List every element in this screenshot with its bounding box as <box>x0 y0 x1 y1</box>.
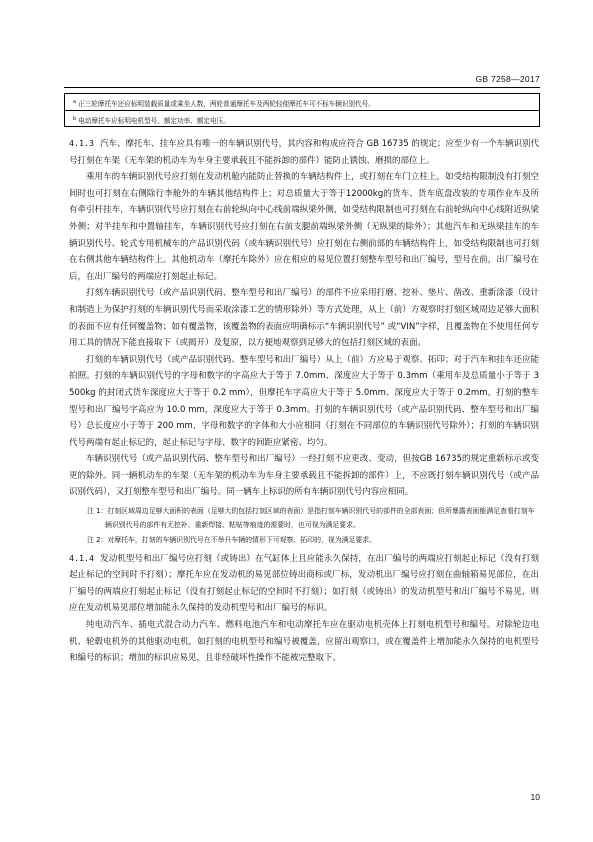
section-4-1-3-intro <box>69 135 539 169</box>
table-row <box>65 110 539 127</box>
table-row <box>65 94 539 110</box>
note-text: 对摩托车，打刻的车辆识别代号在不举升车辆的情形下可观察、拓印的，视为满足要求。 <box>107 536 377 545</box>
paragraph: 打刻车辆识别代号（或产品识别代码、整车型号和出厂编号）的部件不应采用打磨、挖补、垫片、凿改、重新涂漆（设计和制造上为保护打刻的车辆识别代号而采取涂漆工艺的情形除外）等方式处理，从上（前）方观察时打刻区域周边足够大面积的表面不应有任何覆盖物；如有覆盖物，该覆盖物的表面应明确标示“车辆识别代号” 或“VIN”字样，且覆盖物在不使用任何专用工具的情况下能直接取下（或揭开）及复原，以方便地观察到足够大的包括打刻区域的表面。 <box>69 288 539 349</box>
page-number: 10 <box>530 792 540 802</box>
section-number: 4.1.3 <box>69 138 94 148</box>
paragraph: 乘用车的车辆识别代号应打刻在发动机舱内能防止替换的车辆结构件上，或打刻在车门立柱上，如受结构限制没有打刻空间时也可打刻在右侧除行李舱外的车辆其他结构件上；对总质量大于等于12000kg的货车、货车底盘改装的专项作业车及所有牵引杆挂车，车辆识别代号应打刻在右前轮纵向中心线前端纵梁外侧，如受结构限制也可打刻在右前轮纵向中心线附近纵梁外侧；对半挂车和中置轴挂车，车辆识别代号应打刻在右前支腿前端纵梁外侧（无纵梁的除外）；其他汽车和无纵梁挂车的车辆识别代号、轮式专用机械车的产品识别代码（或车辆识别代号）应打刻在右侧前部的车辆结构件上，如受结构限制也可打刻在右侧其他车辆结构件上。其他机动车（摩托车除外）应在相应的易见位置打刻整车型号和出厂编号，型号在前，出厂编号在后，在出厂编号的两端应打刻起止标记。 <box>69 172 539 282</box>
section-intro-text: 发动机型号和出厂编号应打刻（或铸出）在气缸体上且应能永久保持，在出厂编号的两端应打刻起止标记（没有打刻起止标记的空间时不打刻）；摩托车应在发动机的易见部位铸出商标或厂标，发动机出厂编号应打刻在曲轴箱易见部位，在出厂编号的两端应打刻起止标记（没有打刻起止标记的空间时不打刻）；如打刻（或铸出）的发动机型号和出厂编号不易见，则应在发动机易见部位增加能永久保持的发动机型号和出厂编号的标识。 <box>69 553 539 614</box>
footnote-mark: b <box>73 116 77 122</box>
note-label: 注 2： <box>87 536 108 545</box>
section-intro-text: 汽车、摩托车、挂车应具有唯一的车辆识别代号，其内容和构成应符合 GB 16735 的规定；应至少有一个车辆识别代号打刻在车架（无车架的机动车为车身主要承载且不能拆卸的部件）能防止锈蚀、磨损的部位上。 <box>69 139 539 166</box>
paragraph: 打刻的车辆识别代号（或产品识别代码、整车型号和出厂编号）从上（前）方应易于观察、拓印；对于汽车和挂车还应能拍照。打刻的车辆识别代号的字母和数字的字高应大于等于 7.0mm、深度应大于等于 0.3mm（乘用车及总质量小于等于 3500kg 的封闭式货车深度应大于等于 0.2 mm），但摩托车字高应大于等于 5.0mm、深度应大于等于 0.2mm。打刻的整车型号和出厂编号字高应为 10.0 mm，深度应大于等于 0.3mm。打刻的车辆识别代号（或产品识别代码、整车型号和出厂编号）总长度应小于等于 200 mm，字母和数字的字体和大小应相同（打刻在不同部位的车辆识别代号除外）；打刻的车辆识别代号两端有起止标记的，起止标记与字母、数字的间距应紧密、均匀。 <box>69 354 539 448</box>
footnote-mark: a <box>73 99 77 105</box>
document-body <box>69 135 539 667</box>
standard-code: GB 7258—2017 <box>475 74 540 84</box>
note-label: 注 1： <box>87 507 108 516</box>
paragraph: 纯电动汽车、插电式混合动力汽车、燃料电池汽车和电动摩托车应在驱动电机壳体上打刻电机型号和编号。对除轮边电机、轮毂电机外的其他驱动电机，如打刻的电机型号和编号被覆盖，应留出观察口，或在覆盖件上增加能永久保持的电机型号和编号的标识；增加的标识应易见，且非经破坏性操作不能被完整取下。 <box>69 619 539 664</box>
note-2 <box>69 534 539 548</box>
paragraph: 车辆识别代号（或产品识别代码、整车型号和出厂编号）一经打刻不应更改、变动，但按GB 16735的规定重新标示或变更的除外。同一辆机动车的车架（无车架的机动车为车身主要承载且不能拆卸的部件）上，不应既打刻车辆识别代号（或产品识别代码），又打刻整车型号和出厂编号。同一辆车上标识的所有车辆识别代号内容应相同。 <box>69 454 539 498</box>
note-1 <box>69 505 539 532</box>
table-row-text: 电动摩托车应标明电机型号、额定功率、额定电压。 <box>78 117 230 126</box>
section-4-1-4-intro <box>69 550 539 617</box>
header-divider <box>64 87 540 88</box>
section-number: 4.1.4 <box>69 552 94 563</box>
footnote-table <box>64 93 540 127</box>
table-row-text: 正三轮摩托车还应标明装载质量或乘坐人数，两轮普通摩托车及两轮轻便摩托车可不标车辆识别代号。 <box>78 100 375 109</box>
notes <box>69 505 539 548</box>
note-text: 打刻区域周边足够大面积的表面（足够大的包括打刻区域的表面）是指打刻车辆识别代号的部件的全部表面；但所暴露表面能满足查看打刻车辆识别代号的部件有无挖补、重新焊接、粘贴等痕迹的需要时，也可视为满足要求。 <box>105 507 535 529</box>
